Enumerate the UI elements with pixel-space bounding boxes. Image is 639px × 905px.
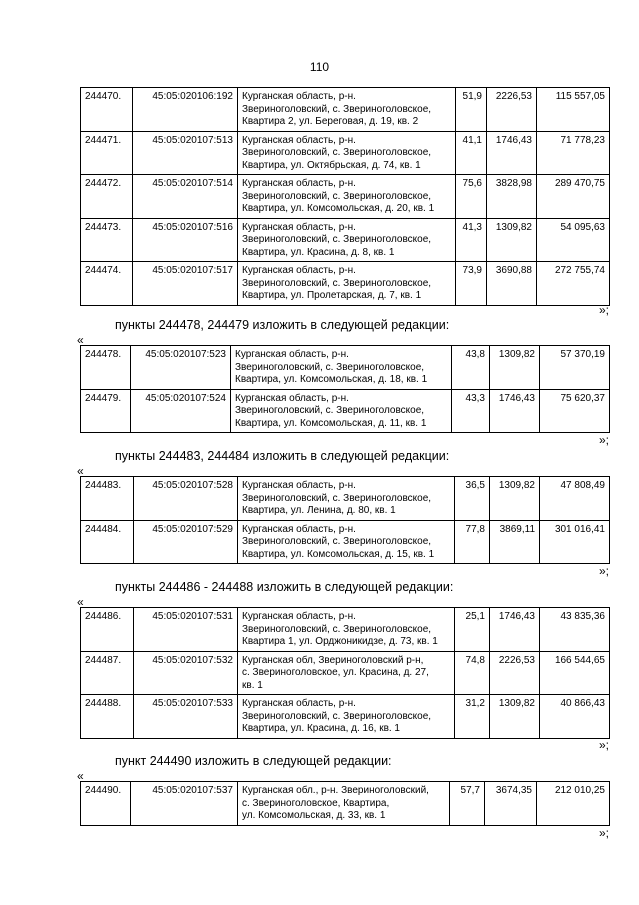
address-cell: Курганская область, р-н. Звериноголовский, с. Звериноголовское, Квартира 1, ул. Орджоникидзе, д. 73, кв. 1 <box>238 608 455 652</box>
cadastral-number: 45:05:020107:517 <box>133 262 238 306</box>
address-cell: Курганская область, р-н. Звериноголовский, с. Звериноголовское, Квартира, ул. Ленина, д. 80, кв. 1 <box>238 477 455 521</box>
cadastral-number: 45:05:020107:531 <box>134 608 238 652</box>
address-cell: Курганская область, р-н. Звериноголовский, с. Звериноголовское, Квартира, ул. Комсомольская, д. 11, кв. 1 <box>231 389 452 433</box>
address-cell: Курганская область, р-н. Звериноголовский, с. Звериноголовское, Квартира, ул. Красина, д. 16, кв. 1 <box>238 695 455 739</box>
table-row <box>81 608 610 652</box>
item-number: 244478. <box>81 346 131 390</box>
table-row <box>81 346 610 390</box>
cadastral-number: 45:05:020107:516 <box>133 218 238 262</box>
registry-table-2 <box>80 345 610 433</box>
opening-quote: « <box>77 595 84 609</box>
cost-value: 289 470,75 <box>537 175 610 219</box>
cadastral-number: 45:05:020107:513 <box>133 131 238 175</box>
table-row <box>81 88 610 132</box>
item-number: 244479. <box>81 389 131 433</box>
cadastral-number: 45:05:020106:192 <box>133 88 238 132</box>
address-cell: Курганская область, р-н. Звериноголовский, с. Звериноголовское, Квартира, ул. Комсомольская, д. 15, кв. 1 <box>238 520 455 564</box>
rate-value: 3869,11 <box>490 520 540 564</box>
cost-value: 301 016,41 <box>540 520 610 564</box>
opening-quote: « <box>77 333 84 347</box>
cost-value: 71 778,23 <box>537 131 610 175</box>
cadastral-number: 45:05:020107:523 <box>131 346 231 390</box>
cadastral-number: 45:05:020107:528 <box>134 477 238 521</box>
table-row <box>81 389 610 433</box>
cadastral-number: 45:05:020107:537 <box>131 782 238 826</box>
cost-value: 54 095,63 <box>537 218 610 262</box>
address-cell: Курганская область, р-н. Звериноголовский, с. Звериноголовское, Квартира, ул. Комсомольская, д. 20, кв. 1 <box>238 175 456 219</box>
area-value: 74,8 <box>455 651 490 695</box>
rate-value: 1309,82 <box>490 695 540 739</box>
cost-value: 43 835,36 <box>540 608 610 652</box>
item-number: 244472. <box>81 175 133 219</box>
item-number: 244486. <box>81 608 134 652</box>
item-number: 244487. <box>81 651 134 695</box>
item-number: 244484. <box>81 520 134 564</box>
rate-value: 1746,43 <box>490 389 540 433</box>
cost-value: 115 557,05 <box>537 88 610 132</box>
closing-quote: »; <box>598 564 609 578</box>
area-value: 75,6 <box>456 175 487 219</box>
registry-table-3 <box>80 476 610 564</box>
amendment-instruction: пункты 244486 - 244488 изложить в следующей редакции: <box>115 580 454 594</box>
table-row <box>81 175 610 219</box>
cost-value: 166 544,65 <box>540 651 610 695</box>
cadastral-number: 45:05:020107:532 <box>134 651 238 695</box>
cost-value: 40 866,43 <box>540 695 610 739</box>
cost-value: 212 010,25 <box>537 782 610 826</box>
item-number: 244488. <box>81 695 134 739</box>
area-value: 36,5 <box>455 477 490 521</box>
table-row <box>81 695 610 739</box>
registry-table-5 <box>80 781 610 826</box>
table-row <box>81 782 610 826</box>
item-number: 244474. <box>81 262 133 306</box>
closing-quote: »; <box>598 303 609 317</box>
item-number: 244470. <box>81 88 133 132</box>
cost-value: 57 370,19 <box>540 346 610 390</box>
amendment-instruction: пункты 244478, 244479 изложить в следующей редакции: <box>115 318 450 332</box>
rate-value: 1746,43 <box>487 131 537 175</box>
area-value: 31,2 <box>455 695 490 739</box>
opening-quote: « <box>77 769 84 783</box>
cost-value: 75 620,37 <box>540 389 610 433</box>
area-value: 25,1 <box>455 608 490 652</box>
rate-value: 2226,53 <box>487 88 537 132</box>
address-cell: Курганская область, р-н. Звериноголовский, с. Звериноголовское, Квартира 2, ул. Береговая, д. 19, кв. 2 <box>238 88 456 132</box>
address-cell: Курганская область, р-н. Звериноголовский, с. Звериноголовское, Квартира, ул. Пролетарская, д. 7, кв. 1 <box>238 262 456 306</box>
cadastral-number: 45:05:020107:533 <box>134 695 238 739</box>
table-row <box>81 218 610 262</box>
table-row <box>81 651 610 695</box>
amendment-instruction: пункты 244483, 244484 изложить в следующей редакции: <box>115 449 450 463</box>
rate-value: 2226,53 <box>490 651 540 695</box>
item-number: 244483. <box>81 477 134 521</box>
rate-value: 1746,43 <box>490 608 540 652</box>
registry-table-4 <box>80 607 610 739</box>
amendment-instruction: пункт 244490 изложить в следующей редакции: <box>115 754 392 768</box>
rate-value: 3828,98 <box>487 175 537 219</box>
rate-value: 1309,82 <box>490 477 540 521</box>
cadastral-number: 45:05:020107:514 <box>133 175 238 219</box>
area-value: 43,3 <box>452 389 490 433</box>
table-row <box>81 262 610 306</box>
item-number: 244490. <box>81 782 131 826</box>
rate-value: 1309,82 <box>490 346 540 390</box>
area-value: 51,9 <box>456 88 487 132</box>
address-cell: Курганская обл., р-н. Звериноголовский, с. Звериноголовское, Квартира, ул. Комсомольская, д. 33, кв. 1 <box>238 782 450 826</box>
area-value: 57,7 <box>450 782 485 826</box>
area-value: 73,9 <box>456 262 487 306</box>
rate-value: 3690,88 <box>487 262 537 306</box>
cadastral-number: 45:05:020107:524 <box>131 389 231 433</box>
closing-quote: »; <box>598 738 609 752</box>
area-value: 41,1 <box>456 131 487 175</box>
address-cell: Курганская обл, Звериноголовский р-н, с. Звериноголовское, ул. Красина, д. 27, кв. 1 <box>238 651 455 695</box>
item-number: 244471. <box>81 131 133 175</box>
address-cell: Курганская область, р-н. Звериноголовский, с. Звериноголовское, Квартира, ул. Комсомольская, д. 18, кв. 1 <box>231 346 452 390</box>
opening-quote: « <box>77 464 84 478</box>
closing-quote: »; <box>598 826 609 840</box>
address-cell: Курганская область, р-н. Звериноголовский, с. Звериноголовское, Квартира, ул. Октябрьская, д. 74, кв. 1 <box>238 131 456 175</box>
cadastral-number: 45:05:020107:529 <box>134 520 238 564</box>
page-number: 110 <box>309 60 330 74</box>
area-value: 77,8 <box>455 520 490 564</box>
address-cell: Курганская область, р-н. Звериноголовский, с. Звериноголовское, Квартира, ул. Красина, д. 8, кв. 1 <box>238 218 456 262</box>
table-row <box>81 477 610 521</box>
rate-value: 3674,35 <box>485 782 537 826</box>
closing-quote: »; <box>598 433 609 447</box>
item-number: 244473. <box>81 218 133 262</box>
table-row <box>81 131 610 175</box>
area-value: 41,3 <box>456 218 487 262</box>
table-row <box>81 520 610 564</box>
registry-table-1 <box>80 87 610 306</box>
cost-value: 272 755,74 <box>537 262 610 306</box>
cost-value: 47 808,49 <box>540 477 610 521</box>
rate-value: 1309,82 <box>487 218 537 262</box>
area-value: 43,8 <box>452 346 490 390</box>
